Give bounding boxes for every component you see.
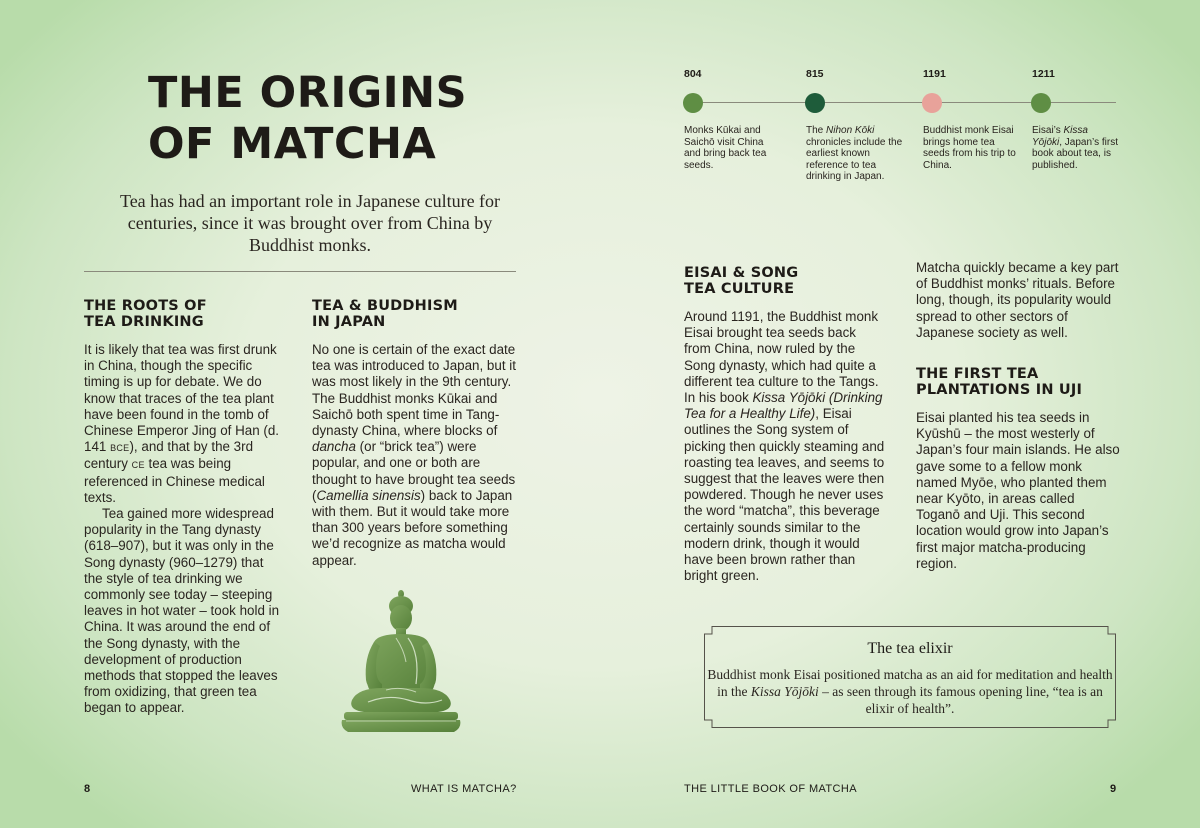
right-running-title: THE LITTLE BOOK OF MATCHA [684,783,857,795]
right-page-number: 9 [1110,783,1117,795]
uji-heading: THE FIRST TEA PLANTATIONS IN UJI [916,366,1083,399]
timeline-dot-1211 [1031,93,1051,113]
buddha-illustration [338,588,464,734]
timeline-year-815: 815 [806,68,824,80]
timeline-text-1191: Buddhist monk Eisai brings home tea seeds from his trip to China. [923,125,1016,171]
timeline-text-804: Monks Kūkai and Saichō visit China and bring back tea seeds. [684,125,767,171]
section-buddhism [312,298,518,569]
timeline-text-1211: Eisai’s Kissa Yōjōki, Japan’s first book about tea, is published. [1032,125,1118,171]
elixir-text: Buddhist monk Eisai positioned matcha as an aid for meditation and health in the Kissa Yōjōki – as seen through its famous opening line, “tea is an elixir of health”. [707,667,1113,716]
section-roots [84,298,280,717]
timeline-dot-804 [683,93,703,113]
section-uji [916,260,1120,572]
buddhism-body: No one is certain of the exact date tea was introduced to Japan, but it was most likely in the 9th century. The Buddhist monks Kūkai and Saichō both spent time in Tang-dynasty China, where blocks of dancha (or “brick tea”) were popular, and one or both are thought to have brought tea seeds (Camellia sinensis) back to Japan with them. But it would take more than 300 years before something we’d recognize as matcha would appear. [312,342,516,568]
title-line-2: OF MATCHA [148,119,437,169]
eisai-heading: EISAI & SONG TEA CULTURE [684,265,799,297]
timeline-dot-1191 [922,93,942,113]
timeline-year-804: 804 [684,68,702,80]
elixir-title: The tea elixir [867,640,953,657]
roots-body [84,342,280,717]
timeline-dot-815 [805,93,825,113]
roots-paragraph-1: It is likely that tea was first drunk in China, though the specific timing is up for debate. We do know that traces of the tea plant have been found in the tomb of Chinese Emperor Jing of Han (d. 141 BCE), and that by the 3rd century CE tea was being referenced in Chinese medical texts. [84,342,280,505]
timeline-year-1191: 1191 [923,68,946,80]
timeline-year-1211: 1211 [1032,68,1055,80]
section-eisai [684,265,886,584]
eisai-body: Around 1191, the Buddhist monk Eisai brought tea seeds back from China, now ruled by the Song dynasty, which had quite a different tea culture to the Tangs. In his book Kissa Yōjōki (Drinking Tea for a Healthy Life), Eisai outlines the Song system of picking then quickly steaming and roasting tea leaves, and seems to suggest that the leaves were then powdered. Though he never uses the word “matcha”, this beverage certainly sounds similar to the modern drink, though it would have been brown rather than bright green. [684,309,885,584]
roots-paragraph-2: Tea gained more widespread popularity in the Tang dynasty (618–907), but it was only in the Song dynasty (960–1279) that the style of tea drinking we commonly see today – steeping leaves in hot water – took hold in China. It was around the end of the Song dynasty, with the development of production methods that stopped the leaves from oxidizing, that green tea began to appear. [84,506,280,716]
roots-heading: THE ROOTS OF TEA DRINKING [84,298,207,330]
continued-text: Matcha quickly became a key part of Buddhist monks’ rituals. Before long, though, its popularity would spread to other sectors of Japanese society as well. [916,260,1119,340]
left-page-number: 8 [84,783,91,795]
buddhism-heading: TEA & BUDDHISM IN JAPAN [312,298,458,330]
page-title [148,68,467,170]
intro-text: Tea has had an important role in Japanese culture for centuries, since it was brought over from China by Buddhist monks. [119,191,501,255]
left-running-title: WHAT IS MATCHA? [411,783,517,795]
divider-rule [84,271,516,272]
timeline-line [683,102,1116,103]
timeline-text-815: The Nihon Kōki chronicles include the earliest known reference to tea drinking in Japan. [806,125,903,182]
title-line-1: THE ORIGINS [148,68,468,118]
uji-body: Eisai planted his tea seeds in Kyūshū – the most westerly of Japan’s four main islands. He also gave some to a fellow monk named Myōe, who planted them near Kyōto, in areas called Toganō and Uji. This second location would grow into Japan’s first major matcha-producing region. [916,410,1120,571]
